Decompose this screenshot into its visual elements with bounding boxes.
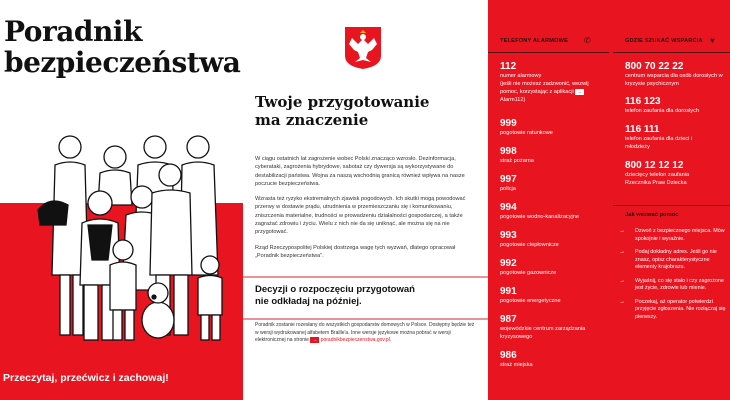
- howto-text: Poczekaj, aż operator potwierdzi przyjęcie zgłoszenia. Nie rozłączaj się pierwszy.: [635, 298, 726, 320]
- alarm-entry: [500, 202, 579, 221]
- phone-number: 986: [500, 350, 517, 361]
- phone-desc: pogotowie wodno-kanalizacyjne: [500, 214, 579, 220]
- alarm-header-rule: [488, 52, 609, 53]
- arrow-right-icon: →: [312, 337, 318, 343]
- family-illustration: [20, 125, 230, 345]
- howto-header: Jak wezwać pomoc: [625, 212, 679, 218]
- phone-number: 993: [500, 230, 517, 241]
- phone-desc: pogotowie gazownicze: [500, 270, 557, 276]
- phones-panel: [488, 0, 730, 400]
- howto-rule: [613, 205, 730, 206]
- support-entry: [625, 124, 705, 151]
- phone-desc: straż miejska: [500, 362, 533, 368]
- intro-paragraph: Rząd Rzeczypospolitej Polskiej dostrzega wagę tych wyzwań, dlatego opracował „Poradnik bezpieczeństwa”.: [255, 244, 456, 259]
- arrow-right-icon: →: [619, 277, 625, 284]
- phone-desc: centrum wsparcia dla osób dorosłych w kryzysie psychicznym: [625, 73, 723, 87]
- alarm-entry: [500, 146, 534, 165]
- howto-text: Dzwoń z bezpiecznego miejsca. Mów spokojnie i wyraźnie.: [635, 228, 725, 242]
- app-note: Alarm112): [500, 97, 526, 103]
- phone-desc: wojewódzkie centrum zarządzania kryzysowego: [500, 326, 586, 340]
- howto-text: Podaj dokładny adres. Jeśli go nie znasz, opisz charakterystyczne elementy krajobrazu.: [635, 249, 717, 270]
- howto-item: [613, 299, 730, 322]
- support-entry: [625, 61, 725, 88]
- howto-item: [613, 278, 730, 293]
- intro-body: [255, 155, 479, 267]
- intro-heading: [255, 93, 429, 129]
- alarm-entry: [500, 258, 556, 277]
- phone-number: 112: [500, 61, 517, 72]
- alarm-entry: [500, 174, 517, 193]
- cover-title-line2: bezpieczeństwa: [4, 46, 241, 79]
- support-header-rule: [613, 52, 730, 53]
- phone-number: 991: [500, 286, 517, 297]
- phone-desc: policja: [500, 186, 516, 192]
- phone-number: 992: [500, 258, 517, 269]
- intro-heading-line2: ma znaczenie: [255, 111, 369, 129]
- arrow-right-icon: →: [619, 228, 625, 234]
- howto-item: [613, 249, 730, 272]
- phone-desc: telefon zaufania dla dorosłych: [625, 108, 700, 114]
- heart-icon: ♥: [710, 36, 715, 45]
- footnote-text: Poradnik zostanie rozesłany do wszystkich gospodarstw domowych w Polsce. Dostępny będzie też w wersji wydrukowanej alfabetem Braille'a. Inne wersje językowe można pobrać w wersji elektronicznej na stronie: [255, 322, 475, 343]
- alarm-entry-112: [500, 61, 608, 104]
- phone-number: 998: [500, 146, 517, 157]
- support-entry: [625, 96, 725, 115]
- alarm-entry: [500, 230, 559, 249]
- arrow-right-icon: →: [577, 89, 582, 94]
- phone-desc: straż pożarna: [500, 158, 534, 164]
- phone-desc: pogotowie ratunkowe: [500, 130, 553, 136]
- callout-box: [243, 276, 488, 320]
- howto-text: Wyjaśnij, co się stało i czy zagrożone jest życie, zdrowie lub mienie.: [635, 277, 724, 291]
- support-entry: [625, 160, 705, 187]
- alarm-entry: [500, 350, 533, 369]
- phone-number: 800 70 22 22: [625, 61, 684, 72]
- arrow-right-icon: →: [619, 298, 625, 305]
- alarm-entry: [500, 286, 561, 305]
- phone-number: 997: [500, 174, 517, 185]
- phone-number: 800 12 12 12: [625, 160, 684, 171]
- phone-desc: pogotowie ciepłownicze: [500, 242, 559, 248]
- intro-panel: [243, 0, 488, 400]
- phone-number: 994: [500, 202, 517, 213]
- polish-eagle-emblem-icon: [344, 26, 382, 70]
- alarm-entry: [500, 118, 553, 137]
- cover-panel: [0, 0, 243, 400]
- intro-paragraph: Wzrasta też ryzyko ekstremalnych zjawisk pogodowych. Ich skutki mogą powodować przerwy w dostawie prądu, utrudnienia w przemieszczaniu się i komunikowaniu, zniszczenia materialne, trudności w prowadzeniu działalności gospodarczej, a także zagrażać zdrowiu i życiu. Wielu z nich nie da się uniknąć, ale można się na nie przygotować.: [255, 196, 466, 236]
- intro-heading-line1: Twoje przygotowanie: [255, 93, 430, 111]
- arrow-right-icon: →: [619, 249, 625, 255]
- cover-tagline: Przeczytaj, przećwicz i zachowaj!: [3, 372, 169, 384]
- website-link[interactable]: poradnikbezpieczenstwa.gov.pl.: [320, 337, 392, 343]
- alarm-header: TELEFONY ALARMOWE: [500, 38, 569, 44]
- callout-line2: nie odkładaj na później.: [255, 296, 362, 307]
- howto-item: [613, 228, 730, 243]
- footnote: [255, 322, 479, 345]
- phone-number: 116 123: [625, 96, 661, 107]
- phone-desc: pogotowie energetyczne: [500, 298, 561, 304]
- support-header: GDZIE SZUKAĆ WSPARCIA: [625, 38, 703, 44]
- cover-title: [4, 16, 240, 78]
- app-note: (jeśli nie możesz zadzwonić, wezwij pomoc, korzystając: [500, 81, 589, 95]
- phone-desc: numer alarmowy: [500, 73, 542, 79]
- callout-line1: Decyzji o rozpoczęciu przygotowań: [255, 284, 415, 295]
- alarm-entry: [500, 314, 605, 341]
- phone-number: 116 111: [625, 124, 660, 135]
- howto-list: [613, 228, 730, 327]
- cover-title-line1: Poradnik: [4, 15, 142, 48]
- phone-number: 999: [500, 118, 517, 129]
- phone-desc: telefon zaufania dla dzieci i młodzieży: [625, 136, 693, 150]
- app-note: z aplikacji: [549, 89, 574, 95]
- phone-number: 987: [500, 314, 517, 325]
- intro-paragraph: W ciągu ostatnich lat zagrożenie wobec Polski znacząco wzrosło. Dezinformacja, cyberataki, zagrożenia hybrydowe, sabotaż czy dywersja są wykorzystywane do destabilizacji państwa. Wojna za naszą wschodnią granicą również wpływa na nasze poczucie bezpieczeństwa.: [255, 156, 465, 187]
- phone-icon: ✆: [584, 36, 591, 45]
- phone-desc: dziecięcy telefon zaufania Rzecznika Praw Dziecka: [625, 172, 690, 186]
